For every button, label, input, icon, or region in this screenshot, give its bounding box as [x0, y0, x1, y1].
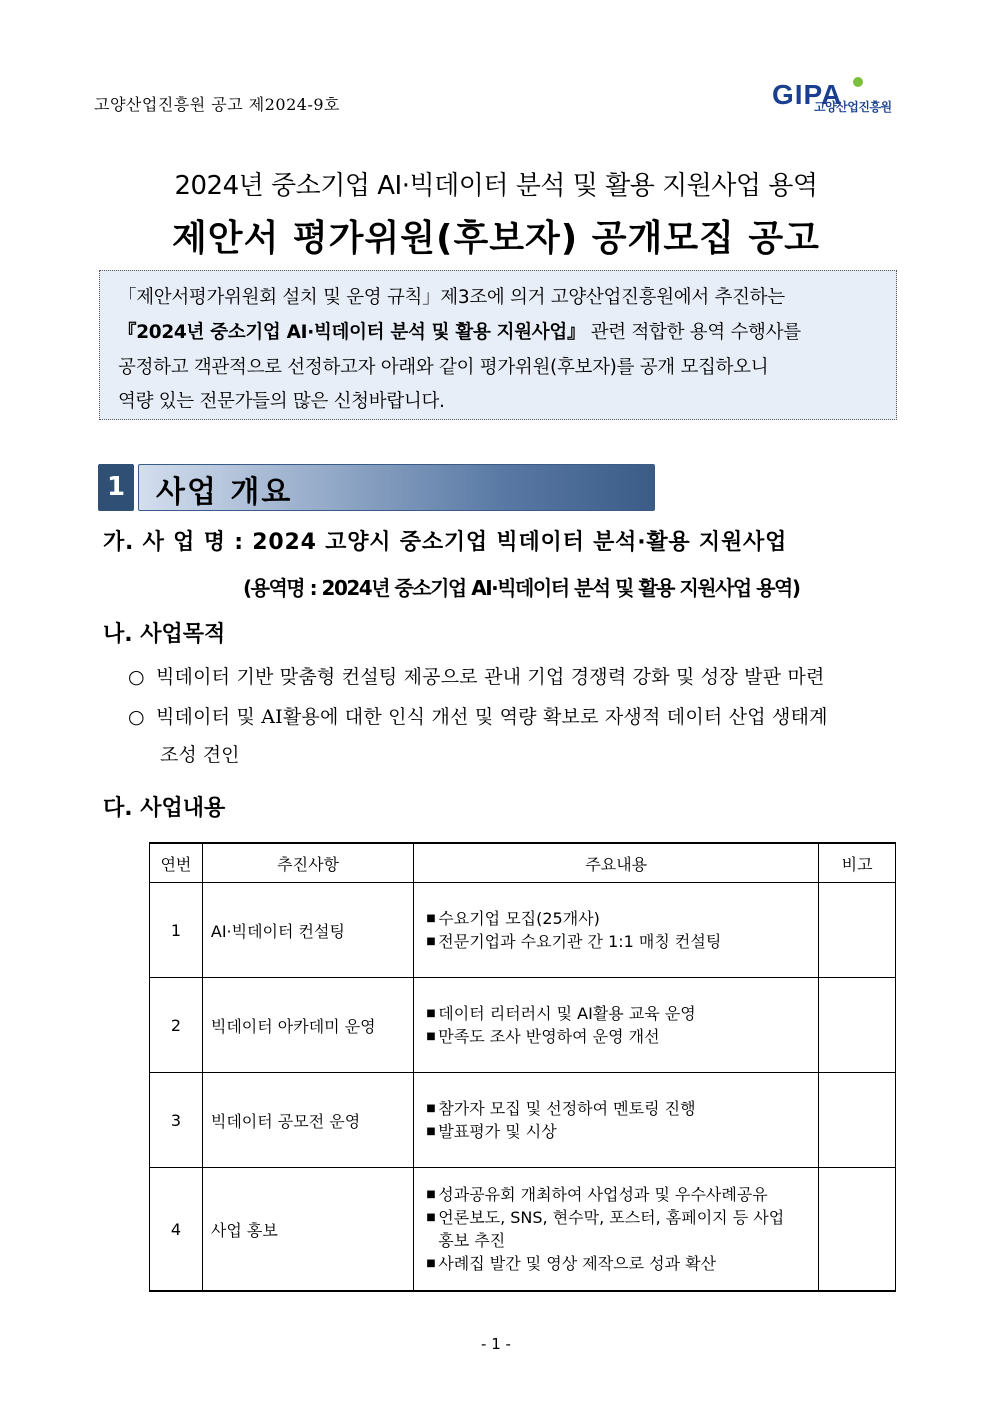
purpose-item-1	[128, 662, 825, 689]
circle-bullet-icon: ○	[128, 666, 145, 688]
circle-bullet-icon: ○	[128, 706, 145, 728]
business-name: 가. 사 업 명 : 2024 고양시 중소기업 빅데이터 분석·활용 지원사업	[103, 530, 788, 555]
row-item: AI·빅데이터 컨설팅	[202, 883, 413, 978]
notice-number: 고양산업진흥원 공고 제2024-9호	[94, 95, 340, 114]
table-row	[150, 1073, 896, 1168]
detail-item: ■ 데이터 리터러시 및 AI활용 교육 운영	[426, 1002, 818, 1025]
intro-line-2-rest: 관련 적합한 용역 수행사를	[585, 322, 801, 343]
table-header-row	[150, 843, 896, 883]
row-note	[819, 978, 896, 1073]
table-row	[150, 1168, 896, 1292]
intro-project-name: 『2024년 중소기업 AI·빅데이터 분석 및 활용 지원사업』	[118, 322, 586, 343]
purpose-item-1-text: 빅데이터 기반 맞춤형 컨설팅 제공으로 관내 기업 경쟁력 강화 및 성장 발판 마련	[156, 666, 825, 688]
section-number: 1	[98, 464, 134, 511]
header-item: 추진사항	[202, 843, 413, 883]
row-item: 빅데이터 아카데미 운영	[202, 978, 413, 1073]
service-name: (용역명 : 2024년 중소기업 AI·빅데이터 분석 및 활용 지원사업 용역)	[243, 576, 800, 600]
logo-mark: GIPA	[772, 79, 843, 110]
row-details	[414, 978, 819, 1073]
row-item: 빅데이터 공모전 운영	[202, 1073, 413, 1168]
row-details	[414, 1073, 819, 1168]
detail-item: ■ 언론보도, SNS, 현수막, 포스터, 홈페이지 등 사업	[426, 1206, 818, 1229]
row-no: 4	[150, 1168, 203, 1292]
detail-item: ■ 수요기업 모집(25개사)	[426, 907, 818, 930]
row-details	[414, 883, 819, 978]
business-content-table	[149, 842, 896, 1292]
purpose-item-2-text: 빅데이터 및 AI활용에 대한 인식 개선 및 역량 확보로 자생적 데이터 산업 생태계	[156, 706, 828, 728]
row-no: 1	[150, 883, 203, 978]
row-no: 2	[150, 978, 203, 1073]
purpose-item-2	[128, 702, 828, 729]
row-item: 사업 홍보	[202, 1168, 413, 1292]
row-note	[819, 883, 896, 978]
document-subtitle: 2024년 중소기업 AI·빅데이터 분석 및 활용 지원사업 용역	[174, 171, 818, 201]
row-no: 3	[150, 1073, 203, 1168]
purpose-item-2-continued: 조성 견인	[160, 744, 240, 766]
row-note	[819, 1168, 896, 1292]
header-no: 연번	[150, 843, 203, 883]
detail-item: ■ 참가자 모집 및 선정하여 멘토링 진행	[426, 1097, 818, 1120]
header-note: 비고	[819, 843, 896, 883]
detail-item: ■ 성과공유회 개최하여 사업성과 및 우수사례공유	[426, 1183, 818, 1206]
detail-item: ■ 만족도 조사 반영하여 운영 개선	[426, 1025, 818, 1048]
purpose-heading: 나. 사업목적	[103, 622, 226, 647]
row-note	[819, 1073, 896, 1168]
intro-line-1: 「제안서평가위원회 설치 및 운영 규칙」제3조에 의거 고양산업진흥원에서 추진하는	[118, 287, 785, 308]
section-title: 사업 개요	[156, 475, 293, 510]
intro-line-2	[118, 318, 801, 344]
detail-item: ■ 전문기업과 수요기관 간 1:1 매칭 컨설팅	[426, 930, 818, 953]
document-title: 제안서 평가위원(후보자) 공개모집 공고	[172, 218, 820, 259]
table-row	[150, 883, 896, 978]
intro-line-4: 역량 있는 전문가들의 많은 신청바랍니다.	[118, 391, 445, 412]
intro-box	[99, 270, 897, 420]
logo-text: 고양산업진흥원	[814, 100, 892, 114]
intro-line-3: 공정하고 객관적으로 선정하고자 아래와 같이 평가위원(후보자)를 공개 모집하오니	[118, 357, 769, 378]
table-row	[150, 978, 896, 1073]
detail-item-continued: 홍보 추진	[438, 1231, 506, 1250]
detail-item: ■ 발표평가 및 시상	[426, 1120, 818, 1143]
content-heading: 다. 사업내용	[103, 796, 226, 821]
header-content: 주요내용	[414, 843, 819, 883]
detail-item: ■ 사례집 발간 및 영상 제작으로 성과 확산	[426, 1252, 818, 1275]
row-details	[414, 1168, 819, 1292]
page-number: - 1 -	[481, 1335, 511, 1353]
